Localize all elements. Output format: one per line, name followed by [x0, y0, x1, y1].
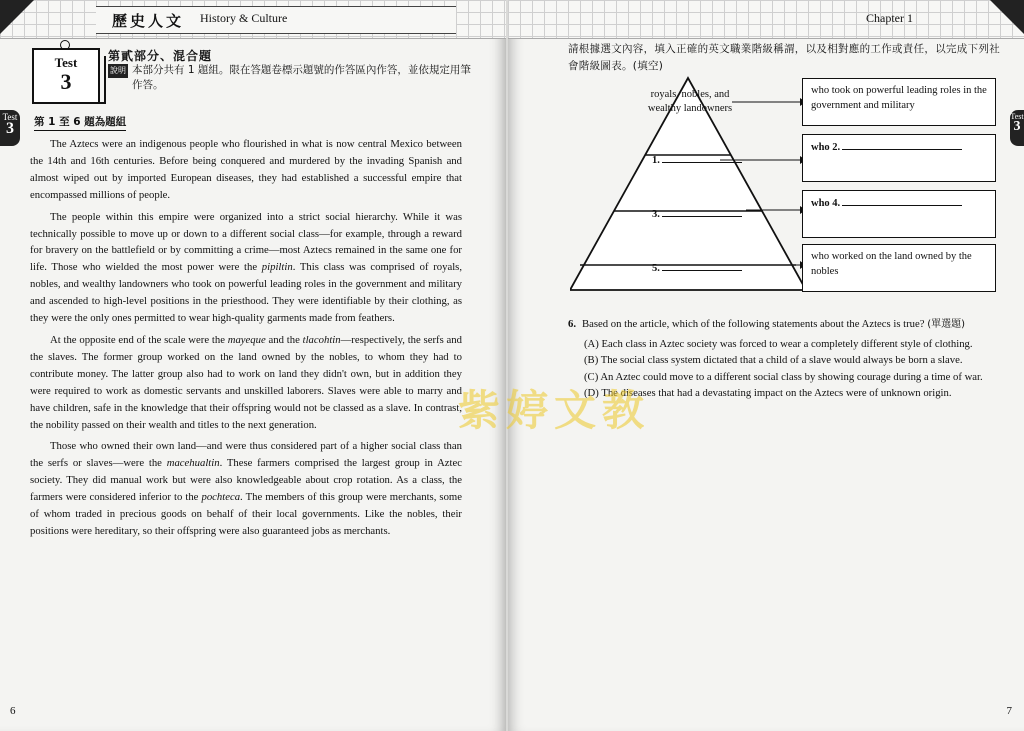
- article-paragraph-2: The people within this empire were organized into a strict social hierarchy. While it was technically possible to move up or down to a different social class—for example, through a reward for bravery on the battlefield or by committing a crime—most Aztecs remained in the same one for life. Those who wielded the most power were the pipiltin. This class was comprised of royals, nobles, and wealthy landowners who took on powerful leading roles in the government and military and ascended to high-level positions in the priesthood. They were identifiable by their clothing, as they were the only ones permitted to wear high-quality garments made from feathers.: [30, 210, 462, 325]
- term-pochteca: pochteca: [201, 491, 241, 504]
- term-mayeque: mayeque: [227, 333, 266, 346]
- header-grid-right: [508, 0, 1024, 39]
- left-page: [0, 0, 506, 731]
- term-tlacohtin: tlacohtin: [302, 333, 341, 346]
- article-paragraph-4: Those who owned their own land—and were thus considered part of a higher social class than the serfs or slaves—were the macehualtin. These farmers comprised the largest group in Aztec society. They did manual work but were also knowledgeable about crop rotation. As a class, the farmers were considered inferior to the pochteca. The members of this group were merchants, some of whom traded in precious goods on behalf of their local governments. Like the nobles, their positions were hereditary, so their offspring were also guaranteed jobs as merchants.: [30, 440, 462, 537]
- option-b[interactable]: (B) The social class system dictated that a child of a slave would always be born a slave.: [584, 354, 963, 366]
- option-d[interactable]: (D) The diseases that had a devastating impact on the Aztecs were of unknown origin.: [584, 387, 952, 399]
- article-paragraph-3: At the opposite end of the scale were the mayeque and the tlacohtin—respectively, the serfs and the slaves. The former group worked on the land owned by the nobles, to whom they had to contribute money. The latter group also had to work on land they didn't own, but in addition they were required to work as domestic servants and unskilled laborers. Slaves were able to marry and have children, safe in the knowledge that their offspring would not be classed as a slave. In contrast, the nobility passed on their wealth and titles to the next generation.: [30, 333, 462, 431]
- header-title-zh: 歷史人文: [112, 12, 185, 30]
- side-tab-number: 3: [6, 120, 14, 137]
- pyramid-level-1: 1.: [652, 152, 742, 168]
- header-chapter: Chapter 1: [866, 11, 913, 25]
- side-tab-test: [0, 110, 20, 146]
- question-stem: 6. Based on the article, which of the following statements about the Aztecs is true? (單選題): [568, 318, 965, 330]
- option-a[interactable]: (A) Each class in Aztec society was forced to wear a completely different style of clothing.: [584, 337, 973, 350]
- section-title: 第貳部分、混合題: [108, 49, 213, 63]
- question-group-label: 第 1 至 6 題為題組: [34, 114, 126, 131]
- article-paragraph-1: The Aztecs were an indigenous people who flourished in what is now central Mexico between the 14th and 16th centuries. Before being conquered and murdered by the invading Spanish and almost wiped out by imported European diseases, they had established a successful empire that encompassed millions of people.: [30, 138, 462, 201]
- test-badge-word: Test: [54, 55, 78, 70]
- article-text: [30, 136, 462, 545]
- role-box-4: who 4.: [802, 190, 996, 238]
- chart-instructions: 請根據選文內容，填入正確的英文職業階級稱謂，以及相對應的工作或責任，以完成下列社會階級圖表。(填空): [568, 43, 1000, 72]
- side-tab-right: Test 3: [1010, 110, 1024, 146]
- test-badge: [32, 48, 100, 104]
- answer-blank-2[interactable]: [842, 139, 962, 150]
- role-box-1: who took on powerful leading roles in the government and military: [802, 78, 996, 126]
- section-instructions: 本部分共有 1 題組。限在答題卷標示題號的作答區內作答，並依規定用筆作答。: [132, 64, 471, 91]
- header-title-en: History & Culture: [200, 11, 288, 25]
- instructions-icon: 說明: [108, 64, 128, 78]
- role-box-2: who 2.: [802, 134, 996, 182]
- corner-triangle-right: [990, 0, 1024, 34]
- pyramid-level-3: 3.: [652, 206, 742, 222]
- corner-triangle-left: [0, 0, 34, 34]
- role-box-5: who worked on the land owned by the nobles: [802, 244, 996, 292]
- answer-blank-3[interactable]: [662, 206, 742, 217]
- option-c[interactable]: (C) An Aztec could move to a different social class by showing courage during a time of war.: [584, 370, 983, 383]
- test-badge-shadow: [96, 56, 106, 104]
- answer-blank-1[interactable]: [662, 152, 742, 163]
- term-macehualtin: macehualtin: [166, 457, 220, 470]
- watermark: 紫婷文教: [458, 386, 651, 435]
- pyramid-level-5: 5.: [652, 260, 742, 276]
- side-tab-label: Test: [2, 112, 18, 122]
- page-number-left: 6: [10, 705, 16, 717]
- term-pipiltin: pipiltin: [261, 261, 293, 274]
- test-badge-number: 3: [60, 69, 72, 94]
- answer-blank-5[interactable]: [662, 260, 742, 271]
- answer-blank-4[interactable]: [842, 195, 962, 206]
- page-number-right: 7: [1006, 705, 1012, 717]
- pyramid-top-label: royals, nobles, and wealthy landowners: [647, 89, 733, 114]
